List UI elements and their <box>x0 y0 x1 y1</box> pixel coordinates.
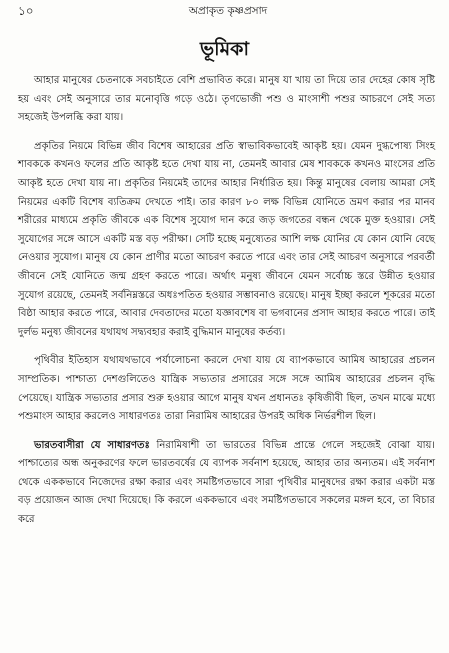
body-text <box>18 72 435 540</box>
paragraph-text: আহার মানুষের চেতনাকে সবচাইতে বেশি প্রভাবিত করে। মানুষ যা খায় তা দিয়ে তার দেহের কোষ সৃষ্টি হয় এবং সেই অনুসারে তার মনোবৃত্তি গড়ে ওঠে। তৃণভোজী পশু ও মাংসাশী পশুর আচরণে সেই সত্য সহজেই উপলব্ধি করা যায়। <box>18 75 435 124</box>
page-number: ১০ <box>18 4 34 18</box>
paragraph-4 <box>18 437 435 530</box>
chapter-heading: ভূমিকা <box>200 38 249 60</box>
running-title: অপ্রাকৃত কৃষ্ণপ্রসাদ <box>188 5 268 17</box>
paragraph-2 <box>18 138 435 343</box>
paragraph-lead: ভারতবাসীরা যে সাধারণতঃ <box>34 439 150 451</box>
paragraph-text: নিরামিষাশী তা ভারতের বিভিন্ন প্রান্তে গেলে সহজেই বোঝা যায়। পাশ্চাত্যের অন্ধ অনুকরণের ফলে ভারতবর্ষের যে ব্যাপক সর্বনাশ হয়েছে, আহার তার অন্যতম। এই সর্বনাশ থেকে এককভাবে নিজেদের রক্ষা করার এবং সমষ্টিগতভাবে সারা পৃথিবীর মানুষদের রক্ষা করার একটা মস্ত বড় প্রয়োজন আজ দেখা দিয়েছে। কি করলে এককভাবে এবং সমষ্টিগতভাবে সকলের মঙ্গল হবে, তা বিচার করে <box>18 439 435 526</box>
paragraph-text: পৃথিবীর ইতিহাস যথাযথভাবে পর্যালোচনা করলে দেখা যায় যে ব্যাপকভাবে আমিষ আহারের প্রচলন সাম্প্রতিক। পাশ্চাত্য দেশগুলিতেও যান্ত্রিক সভ্যতার প্রসারের সঙ্গে সঙ্গে আমিষ আহারের প্রচলন বৃদ্ধি পেয়েছে। যান্ত্রিক সভ্যতার প্রসার শুরু হওয়ার আগে মানুষ যখন প্রধানতঃ কৃষিজীবী ছিল, তখন মাঝে মধ্যে পশুমাংস আহার করলেও সাধারণতঃ তারা নিরামিষ আহারের উপরই অধিক নির্ভরশীল ছিল। <box>18 355 435 423</box>
paragraph-1 <box>18 72 435 128</box>
paragraph-3 <box>18 352 435 426</box>
paragraph-text: প্রকৃতির নিয়মে বিভিন্ন জীব বিশেষ আহারের প্রতি স্বাভাবিকভাবেই আকৃষ্ট হয়। যেমন দুগ্ধপোষ্য সিংহ শাবককে কখনও ফলের প্রতি আকৃষ্ট হতে দেখা যায় না, তেমনই আবার মেষ শাবককে কখনও মাংসের প্রতি আকৃষ্ট হতে দেখা যায় না। প্রকৃতির নিয়মেই তাদের আহার নির্ধারিত হয়। কিন্তু মানুষের বেলায় আমরা সেই নিয়মের একটি বিশেষ ব্যতিক্রম দেখতে পাই। তার কারণ ৮০ লক্ষ বিভিন্ন যোনিতে ভ্রমণ করার পর মানব শরীরের মাধ্যমে প্রকৃতি জীবকে এক বিশেষ সুযোগ দান করে জড় জগতের বন্ধন থেকে মুক্ত হওয়ার। সেই সুযোগের সঙ্গে আসে একটি মস্ত বড় পরীক্ষা। সেটি হচ্ছে মনুষ্যেতর আশি লক্ষ যোনির যে কোন যোনি বেছে নেওয়ার সুযোগ। মানুষ যে কোন প্রাণীর মতো আচরণ করতে পারে এবং তার সেই আচরণ অনুসারে পরবর্তী জীবনে সেই যোনিতে জন্ম গ্রহণ করতে পারে। অর্থাৎ মনুষ্য জীবনে যেমন সর্বোচ্চ স্তরে উন্নীত হওয়ার সুযোগ রয়েছে, তেমনই সর্বনিম্নস্তরে অধঃপতিত হওয়ার সম্ভাবনাও রয়েছে। মানুষ ইচ্ছা করলে শূকরের মতো বিষ্ঠা আহার করতে পারে, আবার দেবতাদের মতো যজ্ঞাবশেষ বা ভগবানের প্রসাদ আহার করতে পারে। তাই দুর্লভ মনুষ্য জীবনের যথাযথ সদ্ব্যবহার করাই বুদ্ধিমান মানুষের কর্তব্য। <box>18 140 435 338</box>
page-header <box>18 3 438 21</box>
